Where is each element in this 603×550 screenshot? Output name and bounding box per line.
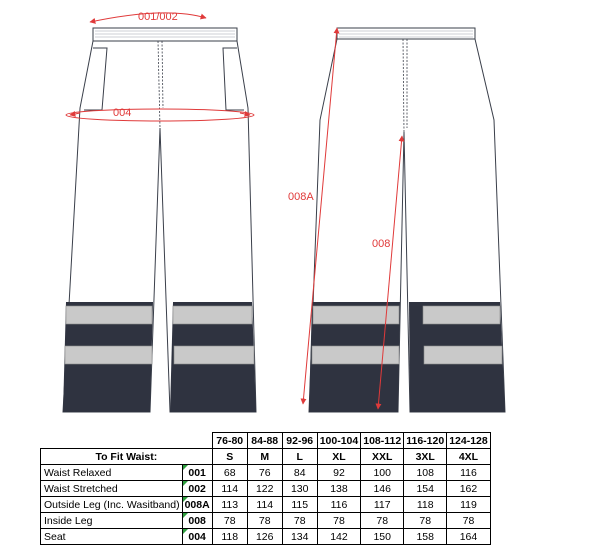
waist-range-header: 92-96: [282, 433, 317, 449]
waist-range-header: 84-88: [247, 433, 282, 449]
measurement-value: 142: [317, 529, 361, 545]
measurement-label: Waist Stretched: [41, 481, 183, 497]
measurement-label: Inside Leg: [41, 513, 183, 529]
measurement-value: 78: [361, 513, 404, 529]
table-row: [41, 465, 491, 481]
measurement-value: 126: [247, 529, 282, 545]
measurement-value: 158: [404, 529, 447, 545]
measurement-value: 78: [317, 513, 361, 529]
measurement-value: 100: [361, 465, 404, 481]
measurement-value: 76: [247, 465, 282, 481]
measurement-value: 78: [404, 513, 447, 529]
size-chart-table: [40, 432, 491, 545]
table-row: [41, 497, 491, 513]
measurement-value: 78: [247, 513, 282, 529]
measurement-value: 162: [447, 481, 491, 497]
size-header-row: [41, 449, 491, 465]
measurement-code: 002: [182, 481, 212, 497]
measurement-value: 134: [282, 529, 317, 545]
inside-leg-dimension-label: 008: [372, 238, 391, 250]
waist-range-header: 76-80: [212, 433, 247, 449]
measurement-value: 78: [212, 513, 247, 529]
measurement-value: 68: [212, 465, 247, 481]
measurement-label: Waist Relaxed: [41, 465, 183, 481]
size-header: 4XL: [447, 449, 491, 465]
front-right-reflective-tape-bottom: [174, 346, 254, 364]
back-right-reflective-tape-bottom: [424, 346, 502, 364]
waist-range-header: 100-104: [317, 433, 361, 449]
front-waistband: [93, 28, 237, 41]
seat-dimension-label: 004: [113, 107, 132, 119]
measurement-label: Outside Leg (Inc. Wasitband): [41, 497, 183, 513]
outside-leg-dimension-label: 008A: [288, 191, 314, 203]
to-fit-waist-label: To Fit Waist:: [41, 449, 213, 465]
measurement-value: 150: [361, 529, 404, 545]
measurement-value: 92: [317, 465, 361, 481]
waist-dimension: [90, 11, 206, 23]
table-row: [41, 481, 491, 497]
measurement-code: 004: [182, 529, 212, 545]
size-header: XL: [317, 449, 361, 465]
measurement-value: 154: [404, 481, 447, 497]
waist-dimension-label: 001/002: [138, 11, 178, 23]
size-header: S: [212, 449, 247, 465]
measurement-label: Seat: [41, 529, 183, 545]
measurement-value: 130: [282, 481, 317, 497]
table-row: [41, 529, 491, 545]
size-header: XXL: [361, 449, 404, 465]
measurement-value: 118: [404, 497, 447, 513]
measurement-value: 138: [317, 481, 361, 497]
back-right-reflective-tape-top: [423, 306, 500, 324]
measurement-value: 84: [282, 465, 317, 481]
table-row: [41, 513, 491, 529]
measurement-code: 001: [182, 465, 212, 481]
measurement-code: 008: [182, 513, 212, 529]
measurement-value: 116: [317, 497, 361, 513]
measurement-value: 113: [212, 497, 247, 513]
measurement-value: 114: [212, 481, 247, 497]
measurement-value: 122: [247, 481, 282, 497]
measurement-value: 116: [447, 465, 491, 481]
waist-range-header: 116-120: [404, 433, 447, 449]
front-right-reflective-tape-top: [173, 306, 252, 324]
measurement-value: 115: [282, 497, 317, 513]
front-left-reflective-tape-top: [66, 306, 152, 324]
size-header: M: [247, 449, 282, 465]
measurement-value: 119: [447, 497, 491, 513]
waist-range-header: 108-112: [361, 433, 404, 449]
waist-range-header-row: [41, 433, 491, 449]
measurement-value: 118: [212, 529, 247, 545]
measurement-value: 146: [361, 481, 404, 497]
measurement-value: 164: [447, 529, 491, 545]
measurement-value: 114: [247, 497, 282, 513]
back-waistband: [337, 28, 475, 39]
front-view-trousers: [63, 28, 256, 412]
measurement-value: 78: [447, 513, 491, 529]
measurement-value: 108: [404, 465, 447, 481]
header-blank-cell: [41, 433, 213, 449]
measurement-code: 008A: [182, 497, 212, 513]
front-left-reflective-tape-bottom: [65, 346, 152, 364]
back-view-trousers: [309, 28, 505, 412]
size-header: L: [282, 449, 317, 465]
size-header: 3XL: [404, 449, 447, 465]
measurement-value: 78: [282, 513, 317, 529]
back-left-reflective-tape-bottom: [312, 346, 399, 364]
waist-range-header: 124-128: [447, 433, 491, 449]
measurement-value: 117: [361, 497, 404, 513]
